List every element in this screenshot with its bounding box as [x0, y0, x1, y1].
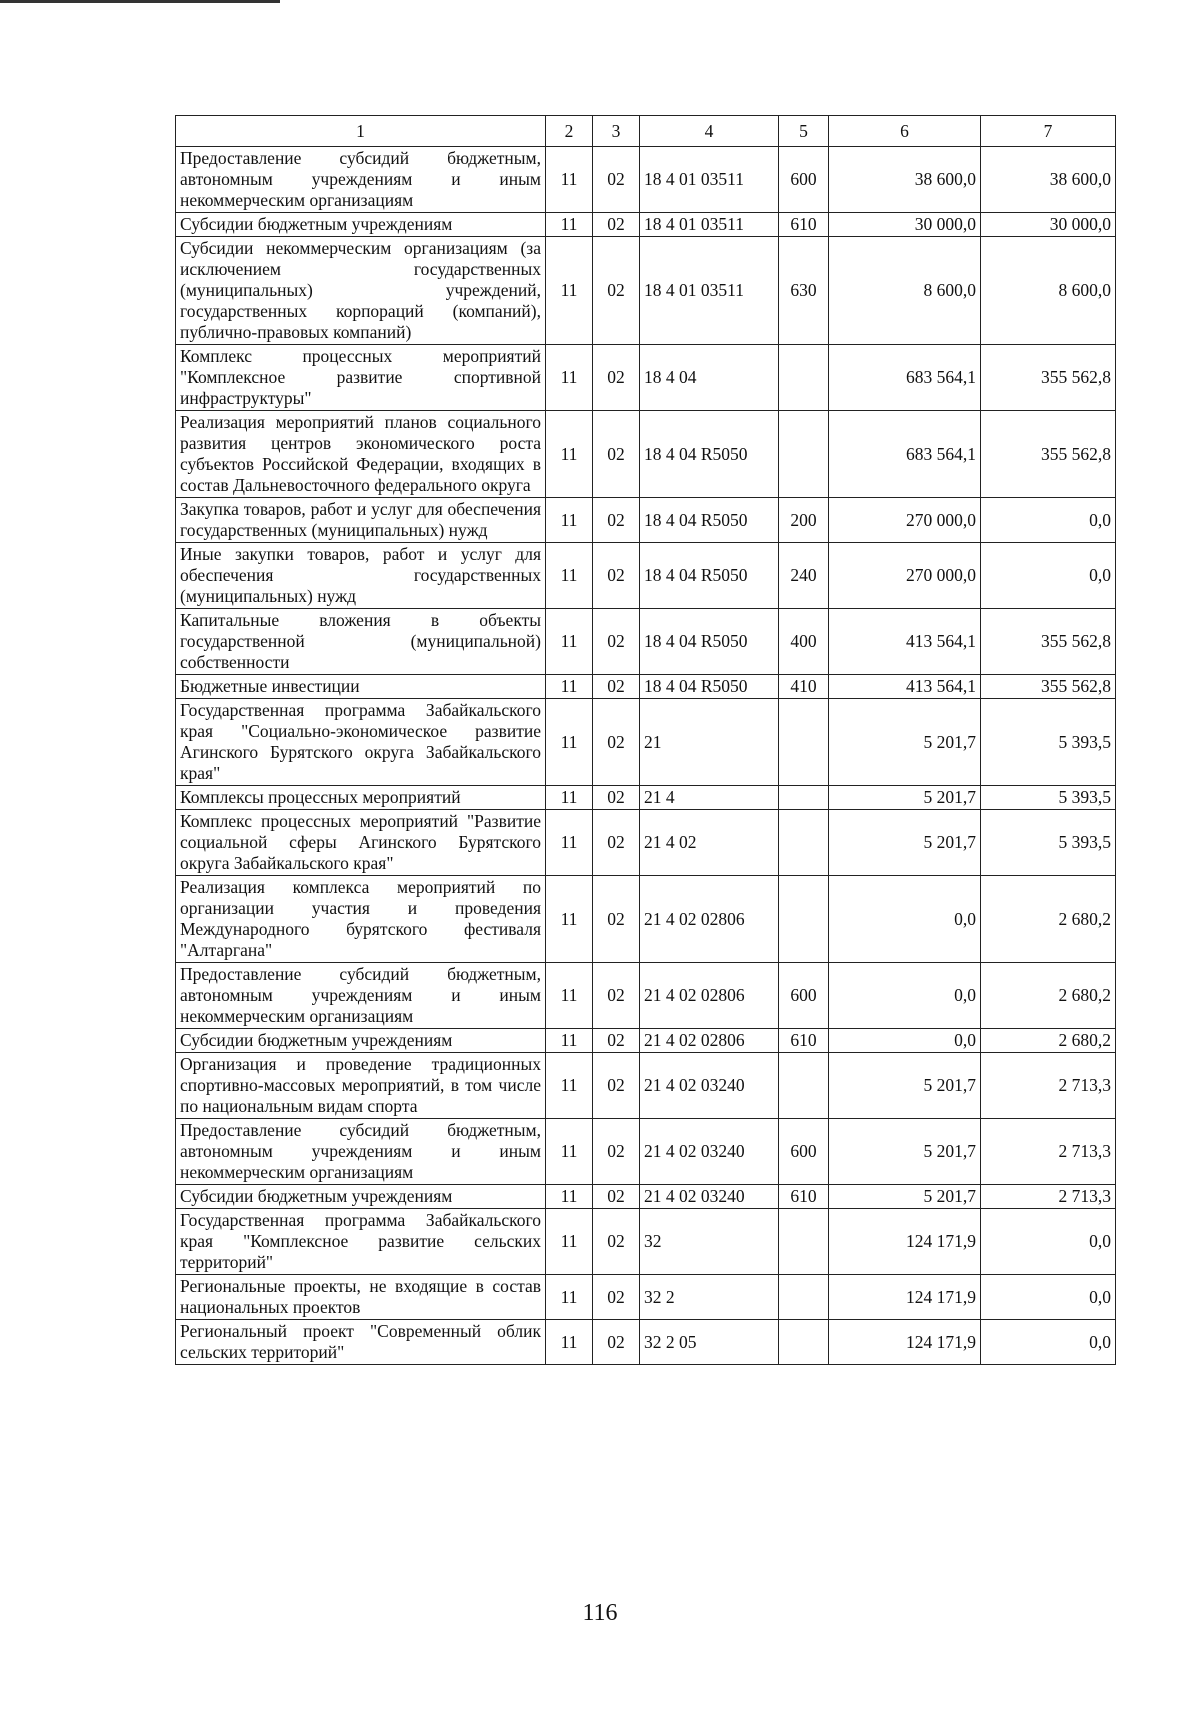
subsection-code-cell: 02: [593, 876, 640, 963]
expense-type-cell: [779, 1275, 829, 1320]
section-code-cell: 11: [546, 147, 593, 213]
amount-year1-cell: 124 171,9: [829, 1275, 981, 1320]
amount-year2-cell: 2 680,2: [981, 1029, 1116, 1053]
target-article-cell: 18 4 01 03511: [640, 213, 779, 237]
amount-year1-cell: 5 201,7: [829, 1185, 981, 1209]
subsection-code-cell: 02: [593, 1320, 640, 1365]
expense-type-cell: [779, 1209, 829, 1275]
section-code-cell: 11: [546, 609, 593, 675]
amount-year1-cell: 5 201,7: [829, 699, 981, 786]
target-article-cell: 32 2: [640, 1275, 779, 1320]
amount-year1-cell: 5 201,7: [829, 810, 981, 876]
section-code-cell: 11: [546, 498, 593, 543]
expense-type-cell: [779, 1320, 829, 1365]
section-code-cell: 11: [546, 1029, 593, 1053]
section-code-cell: 11: [546, 237, 593, 345]
expense-type-cell: 410: [779, 675, 829, 699]
subsection-code-cell: 02: [593, 810, 640, 876]
section-code-cell: 11: [546, 786, 593, 810]
subsection-code-cell: 02: [593, 609, 640, 675]
table-row: [176, 1209, 1116, 1275]
row-name-cell: Субсидии бюджетным учреждениям: [176, 1029, 546, 1053]
subsection-code-cell: 02: [593, 1053, 640, 1119]
column-header: 5: [779, 116, 829, 147]
amount-year2-cell: 0,0: [981, 498, 1116, 543]
table-row: [176, 675, 1116, 699]
amount-year2-cell: 5 393,5: [981, 786, 1116, 810]
target-article-cell: 21 4 02: [640, 810, 779, 876]
row-name-cell: Капитальные вложения в объекты государственной (муниципальной) собственности: [176, 609, 546, 675]
row-name-cell: Комплекс процессных мероприятий "Комплексное развитие спортивной инфраструктуры": [176, 345, 546, 411]
subsection-code-cell: 02: [593, 786, 640, 810]
column-header: 7: [981, 116, 1116, 147]
target-article-cell: 21 4: [640, 786, 779, 810]
section-code-cell: 11: [546, 1119, 593, 1185]
expense-type-cell: [779, 786, 829, 810]
amount-year1-cell: 5 201,7: [829, 1119, 981, 1185]
expense-type-cell: 400: [779, 609, 829, 675]
amount-year2-cell: 0,0: [981, 1320, 1116, 1365]
subsection-code-cell: 02: [593, 213, 640, 237]
section-code-cell: 11: [546, 411, 593, 498]
expense-type-cell: 610: [779, 213, 829, 237]
row-name-cell: Региональный проект "Современный облик сельских территорий": [176, 1320, 546, 1365]
subsection-code-cell: 02: [593, 345, 640, 411]
scan-edge-mark: [0, 0, 280, 3]
amount-year2-cell: 355 562,8: [981, 345, 1116, 411]
expense-type-cell: [779, 810, 829, 876]
amount-year2-cell: 5 393,5: [981, 810, 1116, 876]
subsection-code-cell: 02: [593, 1029, 640, 1053]
expense-type-cell: [779, 411, 829, 498]
row-name-cell: Иные закупки товаров, работ и услуг для обеспечения государственных (муниципальных) нужд: [176, 543, 546, 609]
table-row: [176, 498, 1116, 543]
table-row: [176, 810, 1116, 876]
section-code-cell: 11: [546, 345, 593, 411]
target-article-cell: 21 4 02 02806: [640, 876, 779, 963]
row-name-cell: Комплексы процессных мероприятий: [176, 786, 546, 810]
amount-year2-cell: 2 680,2: [981, 876, 1116, 963]
subsection-code-cell: 02: [593, 498, 640, 543]
amount-year1-cell: 413 564,1: [829, 675, 981, 699]
row-name-cell: Региональные проекты, не входящие в состав национальных проектов: [176, 1275, 546, 1320]
subsection-code-cell: 02: [593, 675, 640, 699]
section-code-cell: 11: [546, 1209, 593, 1275]
subsection-code-cell: 02: [593, 699, 640, 786]
section-code-cell: 11: [546, 876, 593, 963]
table-row: [176, 786, 1116, 810]
target-article-cell: 18 4 04 R5050: [640, 498, 779, 543]
amount-year1-cell: 124 171,9: [829, 1209, 981, 1275]
amount-year2-cell: 355 562,8: [981, 609, 1116, 675]
header-row: [176, 116, 1116, 147]
table-row: [176, 237, 1116, 345]
table-row: [176, 411, 1116, 498]
target-article-cell: 21 4 02 03240: [640, 1119, 779, 1185]
row-name-cell: Предоставление субсидий бюджетным, автономным учреждениям и иным некоммерческим организациям: [176, 1119, 546, 1185]
amount-year1-cell: 0,0: [829, 963, 981, 1029]
expense-type-cell: [779, 1053, 829, 1119]
subsection-code-cell: 02: [593, 1119, 640, 1185]
section-code-cell: 11: [546, 543, 593, 609]
table-row: [176, 1185, 1116, 1209]
budget-table: [175, 115, 1116, 1365]
subsection-code-cell: 02: [593, 237, 640, 345]
expense-type-cell: 200: [779, 498, 829, 543]
target-article-cell: 21 4 02 02806: [640, 963, 779, 1029]
expense-type-cell: 240: [779, 543, 829, 609]
section-code-cell: 11: [546, 1275, 593, 1320]
amount-year2-cell: 0,0: [981, 1275, 1116, 1320]
row-name-cell: Субсидии бюджетным учреждениям: [176, 213, 546, 237]
row-name-cell: Субсидии некоммерческим организациям (за исключением государственных (муниципальных) учреждений, государственных корпораций (компаний), публично-правовых компаний): [176, 237, 546, 345]
row-name-cell: Реализация мероприятий планов социального развития центров экономического роста субъектов Российской Федерации, входящих в состав Дальневосточного федерального округа: [176, 411, 546, 498]
amount-year2-cell: 355 562,8: [981, 411, 1116, 498]
column-header: 2: [546, 116, 593, 147]
column-header: 6: [829, 116, 981, 147]
amount-year1-cell: 5 201,7: [829, 1053, 981, 1119]
subsection-code-cell: 02: [593, 411, 640, 498]
section-code-cell: 11: [546, 675, 593, 699]
row-name-cell: Предоставление субсидий бюджетным, автономным учреждениям и иным некоммерческим организациям: [176, 147, 546, 213]
target-article-cell: 18 4 04: [640, 345, 779, 411]
amount-year1-cell: 270 000,0: [829, 543, 981, 609]
subsection-code-cell: 02: [593, 147, 640, 213]
table-row: [176, 543, 1116, 609]
table-row: [176, 609, 1116, 675]
expense-type-cell: 610: [779, 1029, 829, 1053]
target-article-cell: 21 4 02 02806: [640, 1029, 779, 1053]
amount-year2-cell: 0,0: [981, 543, 1116, 609]
amount-year1-cell: 413 564,1: [829, 609, 981, 675]
amount-year2-cell: 38 600,0: [981, 147, 1116, 213]
page-number: 116: [582, 1600, 618, 1626]
expense-type-cell: 610: [779, 1185, 829, 1209]
amount-year2-cell: 2 713,3: [981, 1053, 1116, 1119]
table-row: [176, 1053, 1116, 1119]
expense-type-cell: [779, 699, 829, 786]
target-article-cell: 18 4 01 03511: [640, 147, 779, 213]
section-code-cell: 11: [546, 1053, 593, 1119]
target-article-cell: 18 4 04 R5050: [640, 675, 779, 699]
target-article-cell: 18 4 04 R5050: [640, 411, 779, 498]
row-name-cell: Комплекс процессных мероприятий "Развитие социальной сферы Агинского Бурятского округа Забайкальского края": [176, 810, 546, 876]
row-name-cell: Бюджетные инвестиции: [176, 675, 546, 699]
target-article-cell: 18 4 01 03511: [640, 237, 779, 345]
column-header: 1: [176, 116, 546, 147]
target-article-cell: 32: [640, 1209, 779, 1275]
row-name-cell: Государственная программа Забайкальского края "Социально-экономическое развитие Агинского Бурятского округа Забайкальского края": [176, 699, 546, 786]
row-name-cell: Государственная программа Забайкальского края "Комплексное развитие сельских территорий": [176, 1209, 546, 1275]
table-row: [176, 963, 1116, 1029]
table-row: [176, 1029, 1116, 1053]
section-code-cell: 11: [546, 810, 593, 876]
amount-year2-cell: 5 393,5: [981, 699, 1116, 786]
section-code-cell: 11: [546, 699, 593, 786]
section-code-cell: 11: [546, 1320, 593, 1365]
row-name-cell: Предоставление субсидий бюджетным, автономным учреждениям и иным некоммерческим организациям: [176, 963, 546, 1029]
amount-year2-cell: 355 562,8: [981, 675, 1116, 699]
table-row: [176, 1275, 1116, 1320]
column-header: 3: [593, 116, 640, 147]
target-article-cell: 32 2 05: [640, 1320, 779, 1365]
expense-type-cell: [779, 876, 829, 963]
table-row: [176, 699, 1116, 786]
amount-year1-cell: 0,0: [829, 1029, 981, 1053]
target-article-cell: 21 4 02 03240: [640, 1053, 779, 1119]
table-row: [176, 876, 1116, 963]
amount-year1-cell: 683 564,1: [829, 345, 981, 411]
row-name-cell: Организация и проведение традиционных спортивно-массовых мероприятий, в том числе по национальным видам спорта: [176, 1053, 546, 1119]
row-name-cell: Закупка товаров, работ и услуг для обеспечения государственных (муниципальных) нужд: [176, 498, 546, 543]
table-row: [176, 213, 1116, 237]
row-name-cell: Субсидии бюджетным учреждениям: [176, 1185, 546, 1209]
subsection-code-cell: 02: [593, 1209, 640, 1275]
amount-year1-cell: 30 000,0: [829, 213, 981, 237]
amount-year2-cell: 8 600,0: [981, 237, 1116, 345]
amount-year2-cell: 30 000,0: [981, 213, 1116, 237]
subsection-code-cell: 02: [593, 963, 640, 1029]
table-row: [176, 1320, 1116, 1365]
target-article-cell: 21: [640, 699, 779, 786]
section-code-cell: 11: [546, 1185, 593, 1209]
amount-year1-cell: 0,0: [829, 876, 981, 963]
amount-year2-cell: 0,0: [981, 1209, 1116, 1275]
target-article-cell: 18 4 04 R5050: [640, 543, 779, 609]
section-code-cell: 11: [546, 963, 593, 1029]
row-name-cell: Реализация комплекса мероприятий по организации участия и проведения Международного бурятского фестиваля "Алтаргана": [176, 876, 546, 963]
amount-year1-cell: 124 171,9: [829, 1320, 981, 1365]
table-row: [176, 1119, 1116, 1185]
expense-type-cell: 600: [779, 963, 829, 1029]
table-row: [176, 147, 1116, 213]
amount-year1-cell: 5 201,7: [829, 786, 981, 810]
target-article-cell: 18 4 04 R5050: [640, 609, 779, 675]
subsection-code-cell: 02: [593, 1275, 640, 1320]
table-row: [176, 345, 1116, 411]
amount-year2-cell: 2 680,2: [981, 963, 1116, 1029]
amount-year1-cell: 683 564,1: [829, 411, 981, 498]
subsection-code-cell: 02: [593, 1185, 640, 1209]
amount-year1-cell: 8 600,0: [829, 237, 981, 345]
amount-year1-cell: 38 600,0: [829, 147, 981, 213]
expense-type-cell: [779, 345, 829, 411]
amount-year1-cell: 270 000,0: [829, 498, 981, 543]
target-article-cell: 21 4 02 03240: [640, 1185, 779, 1209]
column-header: 4: [640, 116, 779, 147]
expense-type-cell: 600: [779, 1119, 829, 1185]
amount-year2-cell: 2 713,3: [981, 1185, 1116, 1209]
section-code-cell: 11: [546, 213, 593, 237]
expense-type-cell: 600: [779, 147, 829, 213]
expense-type-cell: 630: [779, 237, 829, 345]
subsection-code-cell: 02: [593, 543, 640, 609]
amount-year2-cell: 2 713,3: [981, 1119, 1116, 1185]
